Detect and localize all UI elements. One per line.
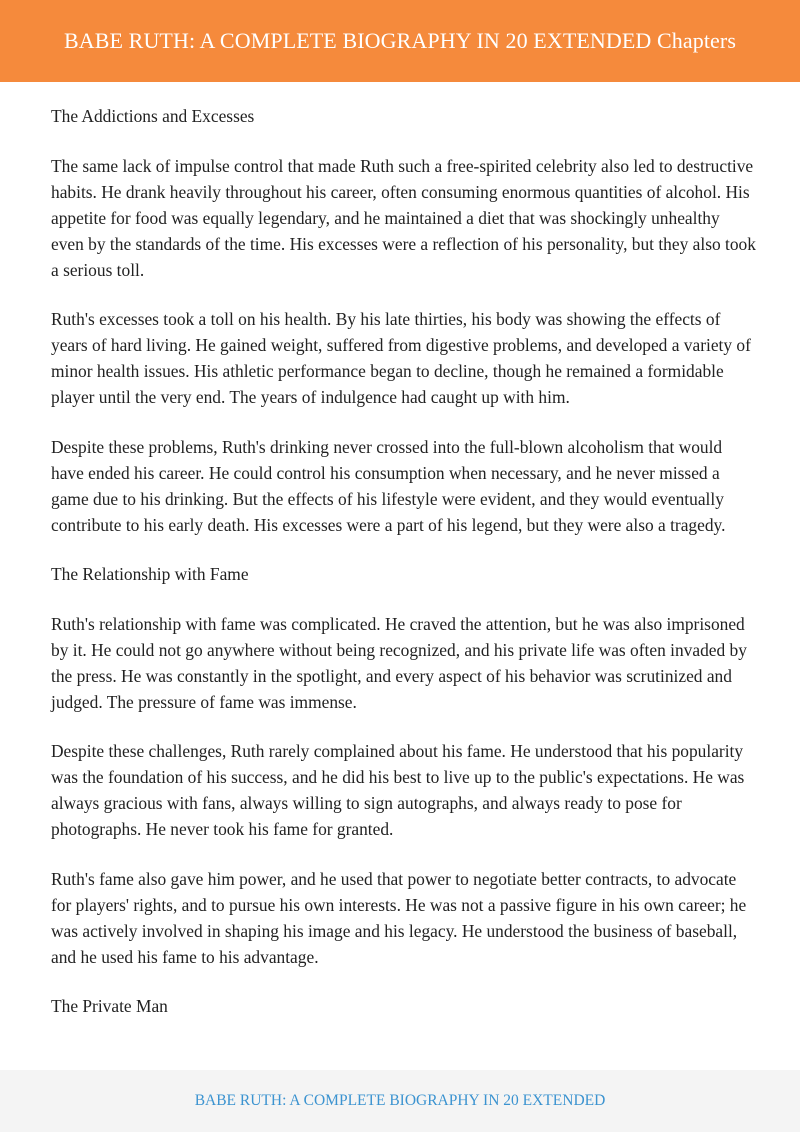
page-header xyxy=(0,0,800,82)
paragraph: Ruth's fame also gave him power, and he used that power to negotiate better contracts, to advocate for players' rights, and to pursue his own interests. He was not a passive figure in his own career; he was actively involved in shaping his image and his legacy. He understood the business of baseball, and he used his fame to his advantage. xyxy=(51,868,747,967)
chapter-body xyxy=(51,103,756,1043)
paragraph: The same lack of impulse control that made Ruth such a free-spirited celebrity also led to destructive habits. He drank heavily throughout his career, often consuming enormous quantities of alcohol. His appetite for food was equally legendary, and he maintained a diet that was shockingly unhealthy even by the standards of the time. His excesses were a reflection of his personality, but they also took a serious toll. xyxy=(51,155,756,280)
paragraph: Ruth's excesses took a toll on his health. By his late thirties, his body was showing the effects of years of hard living. He gained weight, suffered from digestive problems, and developed a variety of minor health issues. His athletic performance began to decline, though he remained a formidable player until the very end. The years of indulgence had caught up with him. xyxy=(51,309,751,407)
paragraph: Despite these problems, Ruth's drinking never crossed into the full-blown alcoholism that would have ended his career. He could control his consumption when necessary, and he never missed a game due to his drinking. But the effects of his lifestyle were evident, and they would eventually contribute to his early death. His excesses were a part of his legend, but they were also a tragedy. xyxy=(51,436,726,535)
section-heading: The Private Man xyxy=(51,996,168,1016)
section-heading: The Relationship with Fame xyxy=(51,564,249,584)
paragraph: Ruth's relationship with fame was complicated. He craved the attention, but he was also imprisoned by it. He could not go anywhere without being recognized, and his private life was often invaded by the press. He was constantly in the spotlight, and every aspect of his behavior was scrutinized and judged. The pressure of fame was immense. xyxy=(51,613,747,712)
book-title: BABE RUTH: A COMPLETE BIOGRAPHY IN 20 EXTENDED Chapters xyxy=(64,28,736,53)
paragraph: Despite these challenges, Ruth rarely complained about his fame. He understood that his popularity was the foundation of his success, and he did his best to live up to the public's expectations. He was always gracious with fans, always willing to sign autographs, and always ready to pose for photographs. He never took his fame for granted. xyxy=(51,741,745,839)
page-footer xyxy=(0,1070,800,1132)
footer-title: BABE RUTH: A COMPLETE BIOGRAPHY IN 20 EXTENDED xyxy=(194,1092,606,1109)
section-heading: The Addictions and Excesses xyxy=(51,106,255,126)
